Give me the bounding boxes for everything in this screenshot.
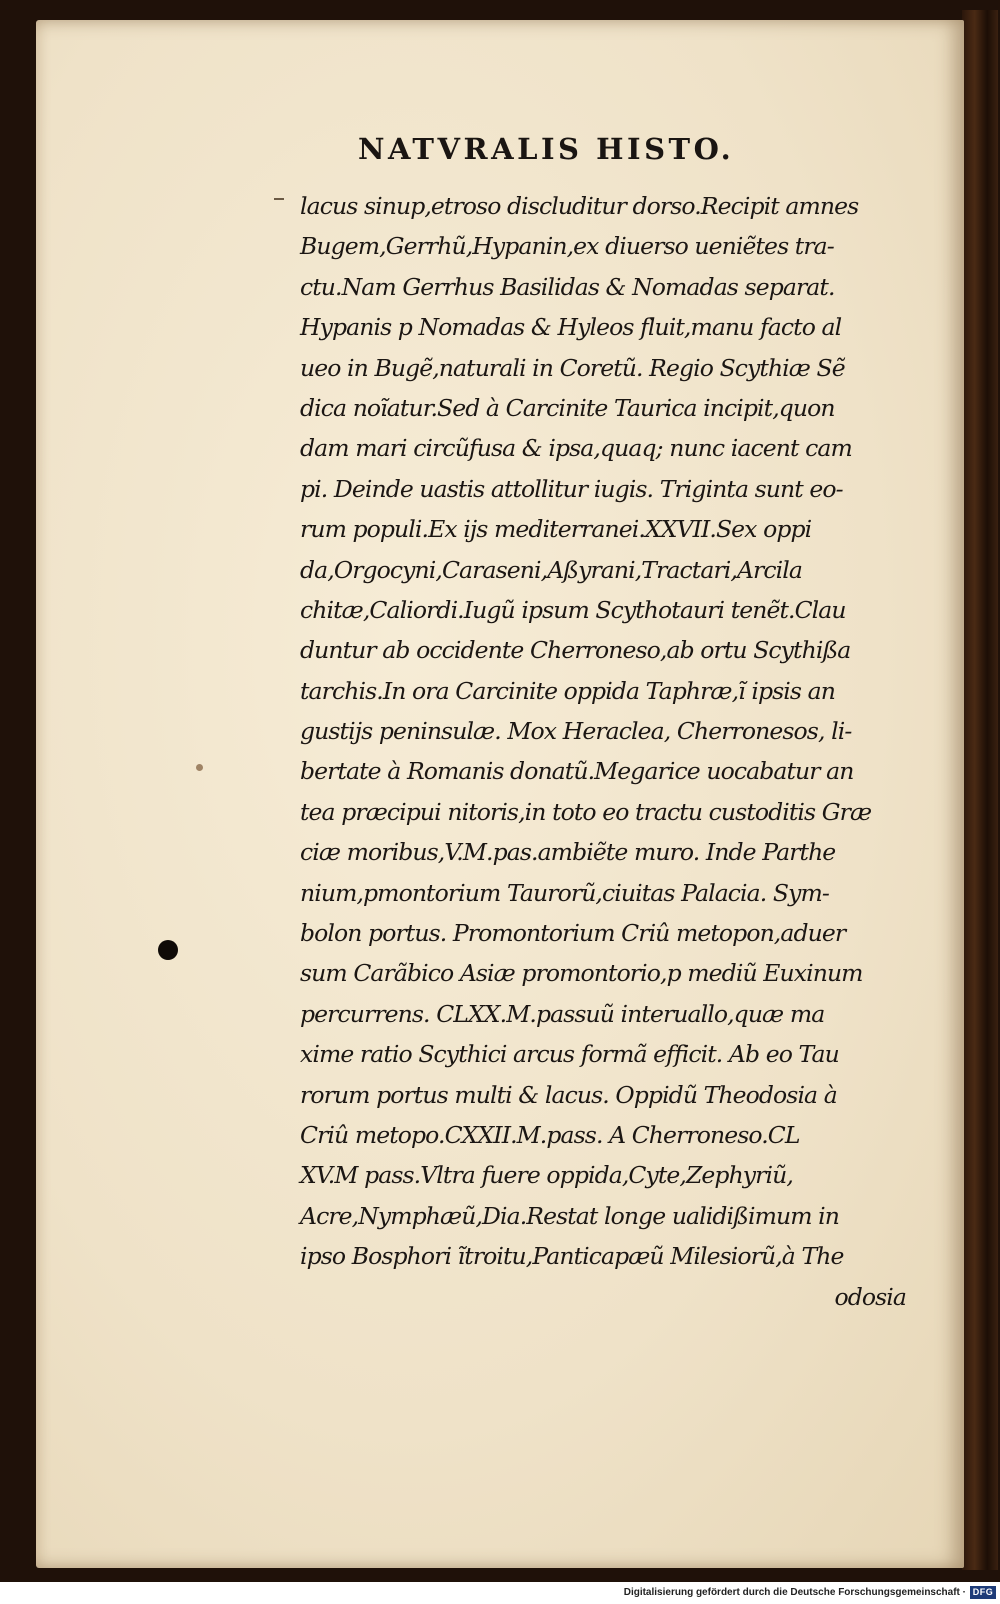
footer-credit: Digitalisierung gefördert durch die Deutsche Forschungsgemeinschaft · xyxy=(623,1587,966,1598)
text-line: dica noĩatur.Sed à Carcinite Taurica incipit,quon xyxy=(300,393,835,422)
text-line: bolon portus. Promontorium Criû metopon,aduer xyxy=(300,919,846,948)
page-edges xyxy=(962,10,998,1570)
text-line: Acre,Nymphæũ,Dia.Restat longe ualidißimum in xyxy=(300,1201,839,1230)
text-line: dam mari circũfusa & ipsa,quaq; nunc iacent cam xyxy=(300,434,852,463)
text-line: ueo in Bugẽ,naturali in Coretũ. Regio Scythiæ Sẽ xyxy=(300,353,845,382)
footer-bar xyxy=(0,1582,1000,1604)
text-line: percurrens. CLXX.M.passuũ interuallo,quæ ma xyxy=(300,999,825,1028)
marginal-mark xyxy=(274,198,284,200)
catchword: odosia xyxy=(834,1282,906,1311)
text-line: da,Orgocyni,Caraseni,Aßyrani,Tractari,Arcila xyxy=(300,555,802,584)
text-line: XV.M pass.Vltra fuere oppida,Cyte,Zephyriũ, xyxy=(300,1161,793,1190)
text-line: tarchis.In ora Carcinite oppida Taphræ,ĩ ipsis an xyxy=(300,676,835,705)
text-line: rum populi.Ex ijs mediterranei.XXVII.Sex oppi xyxy=(300,515,812,544)
text-line: ipso Bosphori ĩtroitu,Panticapæũ Milesiorũ,à The xyxy=(300,1242,844,1271)
dfg-logo-icon: DFG xyxy=(970,1586,996,1599)
running-head: NATVRALIS HISTO. xyxy=(358,132,735,166)
text-line: Criû metopo.CXXII.M.pass. A Cherroneso.CL xyxy=(300,1120,800,1149)
text-line: duntur ab occidente Cherroneso,ab ortu Scythißa xyxy=(300,636,851,665)
text-line: Bugem,Gerrhũ,Hypanin,ex diuerso ueniẽtes tra- xyxy=(300,232,834,261)
text-line: xime ratio Scythici arcus formã efficit. Ab eo Tau xyxy=(300,1040,839,1069)
text-line: rorum portus multi & lacus. Oppidũ Theodosia à xyxy=(300,1080,837,1109)
paper-stain xyxy=(196,764,203,771)
text-line: pi. Deinde uastis attollitur iugis. Triginta sunt eo- xyxy=(300,474,843,503)
text-line: tea præcipui nitoris,in toto eo tractu custoditis Græ xyxy=(300,797,872,826)
text-line: bertate à Romanis donatũ.Megarice uocabatur an xyxy=(300,757,854,786)
text-line: ctu.Nam Gerrhus Basilidas & Nomadas separat. xyxy=(300,272,835,301)
text-line: nium,pmontorium Taurorũ,ciuitas Palacia. Sym- xyxy=(300,878,829,907)
text-line: chitæ,Caliordi.Iugũ ipsum Scythotauri tenẽt.Clau xyxy=(300,595,846,624)
text-line: gustijs peninsulæ. Mox Heraclea, Cherronesos, li- xyxy=(300,717,852,746)
ink-blot xyxy=(158,940,178,960)
text-line: lacus sinup,etroso discluditur dorso.Recipit amnes xyxy=(300,192,859,220)
text-line: Hypanis p Nomadas & Hyleos fluit,manu facto al xyxy=(300,313,842,342)
text-line: sum Carãbico Asiæ promontorio,p mediũ Euxinum xyxy=(300,959,863,988)
text-line: ciæ moribus,V.M.pas.ambiẽte muro. Inde Parthe xyxy=(300,838,836,867)
page-text xyxy=(300,186,910,1317)
